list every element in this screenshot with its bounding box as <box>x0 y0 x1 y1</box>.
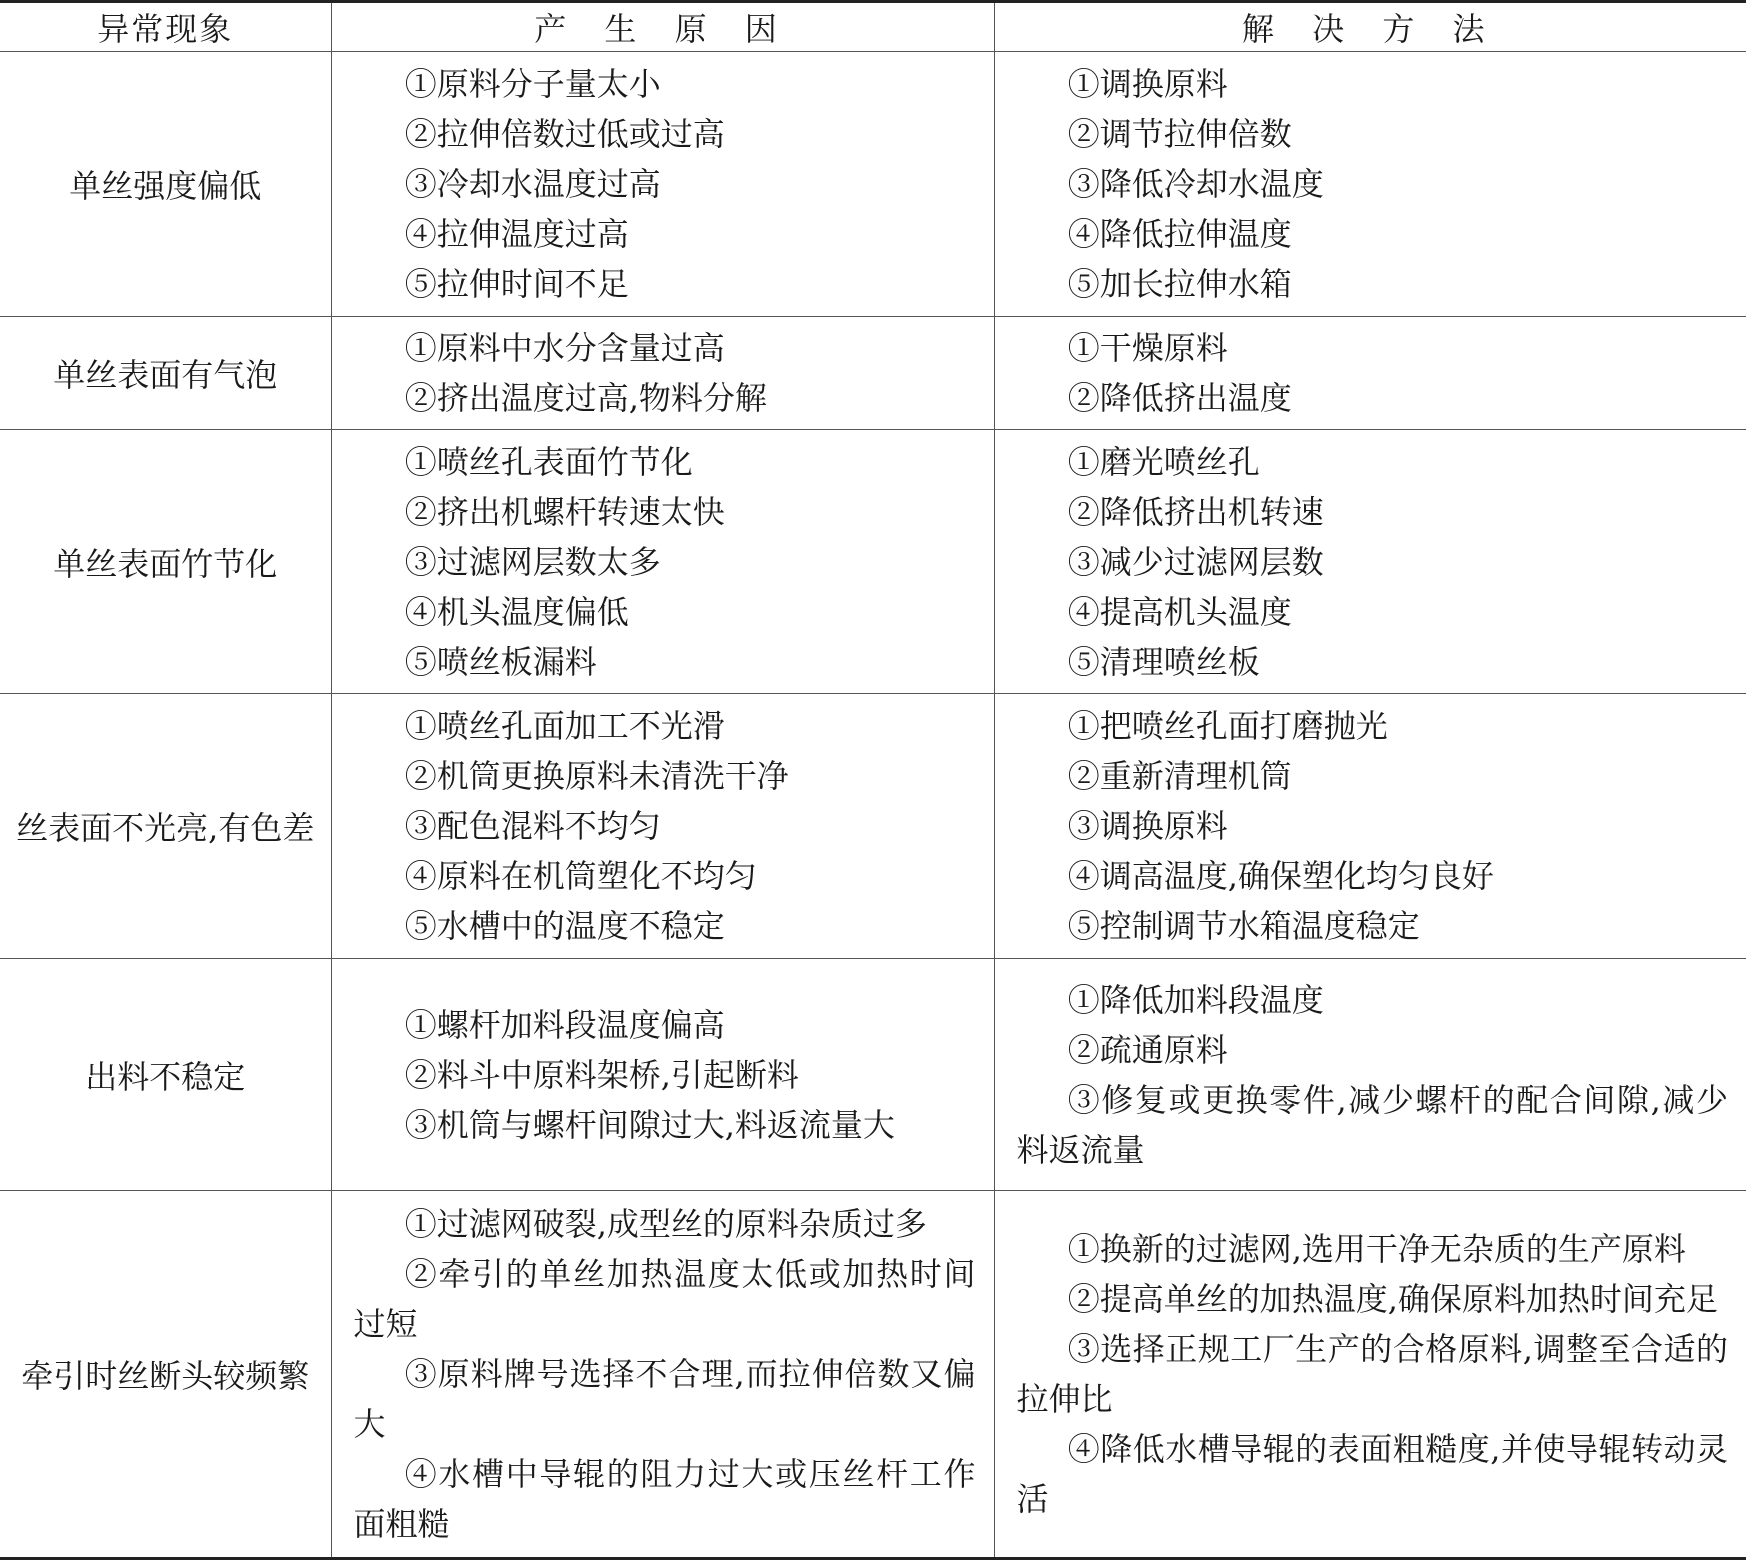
cause-item: ③原料牌号选择不合理,而拉伸倍数又偏大 <box>353 1355 976 1443</box>
header-phenomenon: 异常现象 <box>0 2 331 52</box>
causes-cell <box>331 430 994 694</box>
solution-item: ②重新清理机筒 <box>1067 757 1292 795</box>
solution-item: ④降低拉伸温度 <box>1067 215 1292 253</box>
causes-cell <box>331 959 994 1191</box>
solutions-cell <box>994 1191 1746 1559</box>
solution-item: ④提高机头温度 <box>1067 592 1292 631</box>
solutions-cell <box>994 430 1746 694</box>
solution-item: ③减少过滤网层数 <box>1067 542 1324 581</box>
solution-item: ⑤清理喷丝板 <box>1067 642 1260 681</box>
cause-item: ⑤喷丝板漏料 <box>404 642 597 681</box>
cause-item: ③机筒与螺杆间隙过大,料返流量大 <box>404 1105 895 1144</box>
phenomenon-cell: 单丝强度偏低 <box>0 52 331 317</box>
solution-item: ⑤加长拉伸水箱 <box>1067 265 1292 303</box>
cause-item: ②挤出机螺杆转速太快 <box>404 492 725 531</box>
cause-item: ③过滤网层数太多 <box>404 542 661 581</box>
solutions-cell <box>994 52 1746 317</box>
causes-cell <box>331 694 994 959</box>
phenomenon-cell: 单丝表面有气泡 <box>0 317 331 430</box>
header-solutions: 解 决 方 法 <box>994 2 1746 52</box>
cause-item: ④拉伸温度过高 <box>404 215 629 253</box>
solution-item: ②疏通原料 <box>1067 1030 1228 1069</box>
cause-item: ④水槽中导辊的阻力过大或压丝杆工作面粗糙 <box>353 1455 976 1543</box>
cause-item: ①螺杆加料段温度偏高 <box>404 1005 725 1044</box>
solution-item: ③修复或更换零件,减少螺杆的配合间隙,减少料返流量 <box>1016 1080 1728 1169</box>
phenomenon-cell: 丝表面不光亮,有色差 <box>0 694 331 959</box>
header-causes: 产 生 原 因 <box>331 2 994 52</box>
solution-item: ②降低挤出温度 <box>1067 379 1292 417</box>
solution-item: ①换新的过滤网,选用干净无杂质的生产原料 <box>1067 1230 1686 1268</box>
solution-item: ④调高温度,确保塑化均匀良好 <box>1067 857 1494 895</box>
causes-cell <box>331 52 994 317</box>
cause-item: ⑤水槽中的温度不稳定 <box>404 907 725 945</box>
solutions-cell <box>994 959 1746 1191</box>
solution-item: ①磨光喷丝孔 <box>1067 442 1260 481</box>
solution-item: ①调换原料 <box>1067 65 1228 103</box>
causes-cell <box>331 317 994 430</box>
header-row <box>0 2 1746 52</box>
solution-item: ③选择正规工厂生产的合格原料,调整至合适的拉伸比 <box>1016 1330 1728 1418</box>
cause-item: ①喷丝孔表面竹节化 <box>404 442 693 481</box>
solutions-cell <box>994 317 1746 430</box>
solutions-cell <box>994 694 1746 959</box>
solution-item: ④降低水槽导辊的表面粗糙度,并使导辊转动灵活 <box>1016 1430 1728 1518</box>
solution-item: ②降低挤出机转速 <box>1067 492 1324 531</box>
cause-item: ③配色混料不均匀 <box>404 807 661 845</box>
solution-item: ②提高单丝的加热温度,确保原料加热时间充足 <box>1067 1280 1718 1318</box>
phenomenon-cell: 牵引时丝断头较频繁 <box>0 1191 331 1559</box>
cause-item: ②料斗中原料架桥,引起断料 <box>404 1055 799 1094</box>
cause-item: ①原料分子量太小 <box>404 65 661 103</box>
solution-item: ①降低加料段温度 <box>1067 980 1324 1019</box>
table-row <box>0 959 1746 1191</box>
table-row <box>0 52 1746 317</box>
solution-item: ①干燥原料 <box>1067 329 1228 367</box>
cause-item: ③冷却水温度过高 <box>404 165 661 203</box>
table-row <box>0 430 1746 694</box>
table-row <box>0 694 1746 959</box>
table-body <box>0 52 1746 1559</box>
solution-item: ②调节拉伸倍数 <box>1067 115 1292 153</box>
table-row <box>0 317 1746 430</box>
solution-item: ⑤控制调节水箱温度稳定 <box>1067 907 1420 945</box>
cause-item: ⑤拉伸时间不足 <box>404 265 629 303</box>
phenomenon-cell: 单丝表面竹节化 <box>0 430 331 694</box>
cause-item: ②机筒更换原料未清洗干净 <box>404 757 789 795</box>
cause-item: ①过滤网破裂,成型丝的原料杂质过多 <box>404 1205 927 1243</box>
table-row <box>0 1191 1746 1559</box>
cause-item: ②牵引的单丝加热温度太低或加热时间过短 <box>353 1255 976 1343</box>
cause-item: ②挤出温度过高,物料分解 <box>404 379 767 417</box>
cause-item: ④原料在机筒塑化不均匀 <box>404 857 757 895</box>
causes-cell <box>331 1191 994 1559</box>
phenomenon-cell: 出料不稳定 <box>0 959 331 1191</box>
cause-item: ①喷丝孔面加工不光滑 <box>404 707 725 745</box>
cause-item: ④机头温度偏低 <box>404 592 629 631</box>
solution-item: ①把喷丝孔面打磨抛光 <box>1067 707 1388 745</box>
solution-item: ③调换原料 <box>1067 807 1228 845</box>
solution-item: ③降低冷却水温度 <box>1067 165 1324 203</box>
cause-item: ②拉伸倍数过低或过高 <box>404 115 725 153</box>
cause-item: ①原料中水分含量过高 <box>404 329 725 367</box>
